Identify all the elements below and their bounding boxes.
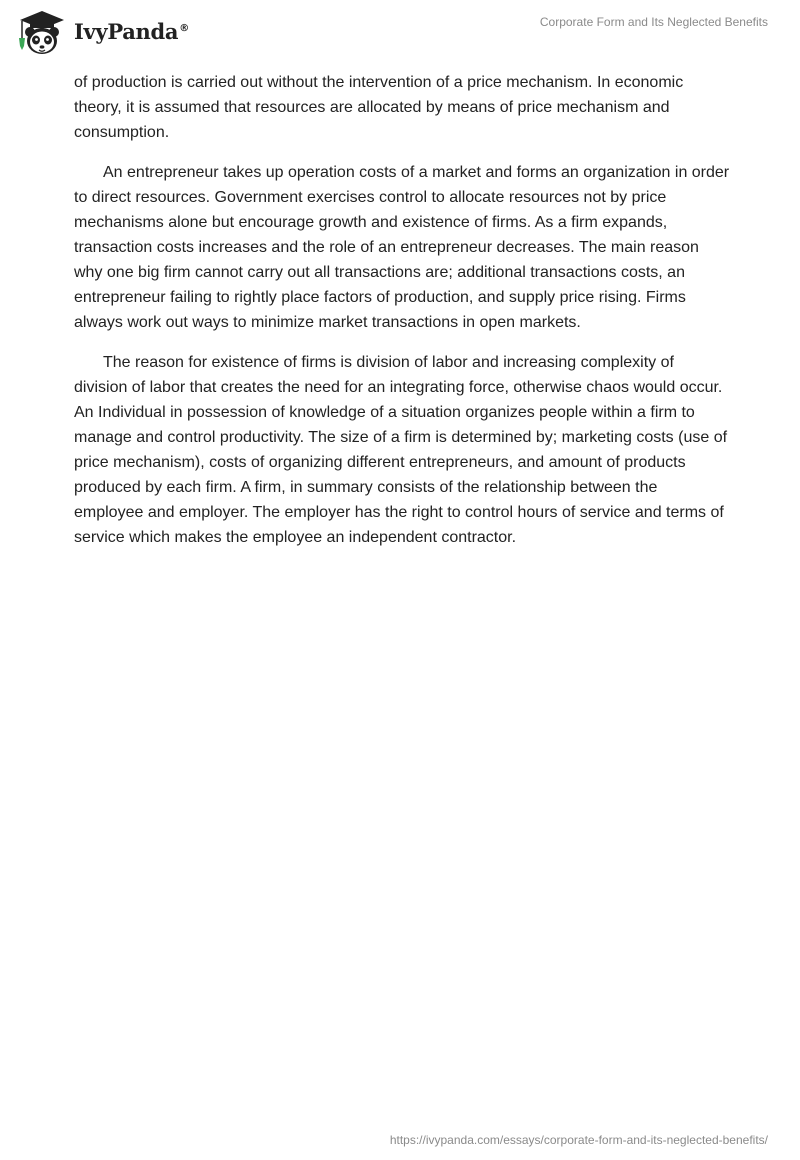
page-header [0, 0, 800, 66]
essay-body [74, 70, 730, 565]
brand-name-text: IvyPanda [74, 18, 179, 44]
brand-name [74, 19, 189, 44]
document-running-title: Corporate Form and Its Neglected Benefits [539, 15, 768, 29]
paragraph-continuation: of production is carried out without the intervention of a price mechanism. In economic theory, it is assumed that resources are allocated by means of price mechanism and consumption. [74, 74, 684, 141]
source-url[interactable]: https://ivypanda.com/essays/corporate-form-and-its-neglected-benefits/ [389, 1133, 768, 1147]
panda-graduation-cap-icon [16, 8, 68, 56]
brand-logo[interactable] [16, 8, 189, 56]
paragraph: An entrepreneur takes up operation costs of a market and forms an organization in order to direct resources. Government exercises control to allocate resources not by price mechanisms alone but encourage growth and existence of firms. As a firm expands, transaction costs increases and the role of an entrepreneur decreases. The main reason why one big firm cannot carry out all transactions are; additional transactions costs, an entrepreneur failing to rightly place factors of production, and supply price rising. Firms always work out ways to minimize market transactions in open markets. [74, 164, 730, 331]
paragraph: The reason for existence of firms is division of labor and increasing complexity of division of labor that creates the need for an integrating force, otherwise chaos would occur. An Individual in possession of knowledge of a situation organizes people within a firm to manage and control productivity. The size of a firm is determined by; marketing costs (use of price mechanism), costs of organizing different entrepreneurs, and amount of products produced by each firm. A firm, in summary consists of the relationship between the employee and employer. The employer has the right to control hours of service and terms of service which makes the employee an independent contractor. [74, 354, 728, 546]
registered-mark: ® [179, 22, 189, 34]
